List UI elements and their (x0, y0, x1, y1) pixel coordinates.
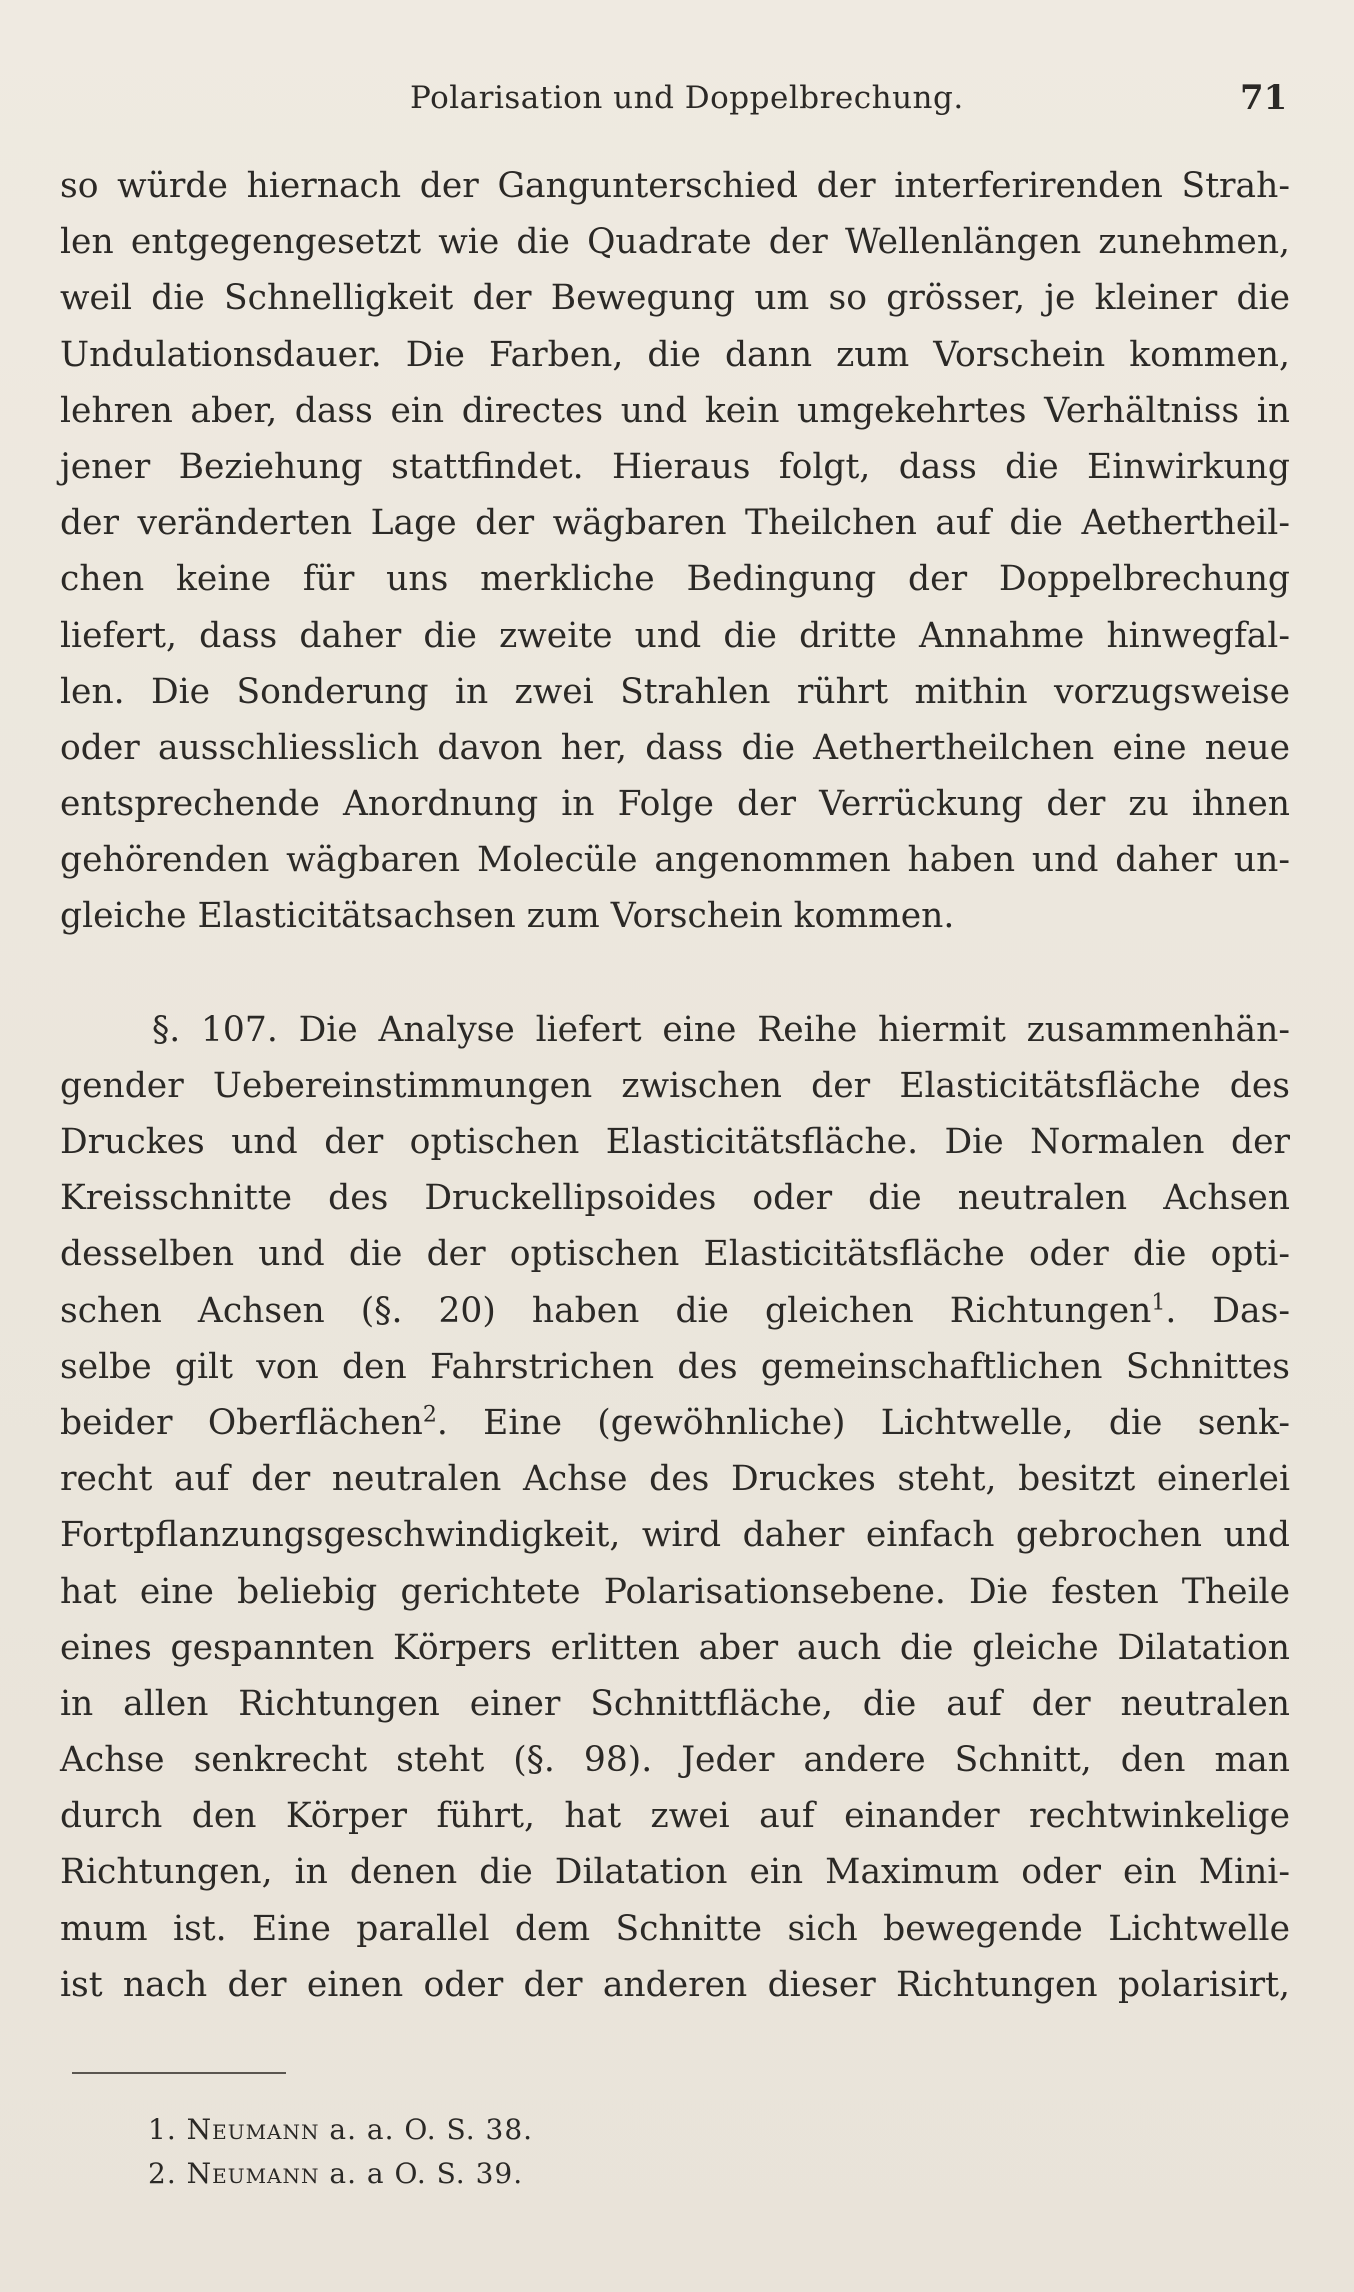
text-line: liefert, dass daher die zweite und die dritte Annahme hinwegfal- (60, 615, 1290, 656)
footnotes (148, 2108, 948, 2196)
text-line: jener Beziehung stattfindet. Hieraus folgt, dass die Einwirkung (60, 446, 1290, 487)
text-line: ist nach der einen oder der anderen dieser Richtungen polarisirt, (60, 1964, 1290, 2005)
text-line: oder ausschliesslich davon her, dass die Aethertheilchen eine neue (60, 727, 1290, 768)
footnote-reference: a. a. O. S. 38. (329, 2113, 534, 2146)
text-line: recht auf der neutralen Achse des Druckes steht, besitzt einerlei (60, 1459, 1290, 1500)
text-line: mum ist. Eine parallel dem Schnitte sich bewegende Lichtwelle (60, 1908, 1290, 1949)
footnote-2 (148, 2152, 948, 2196)
text-segment: beider Oberflächen (60, 1402, 423, 1443)
text-line: selbe gilt von den Fahrstrichen des gemeinschaftlichen Schnittes (60, 1346, 1290, 1387)
text-line: Druckes und der optischen Elasticitätsfläche. Die Normalen der (60, 1122, 1290, 1162)
footnote-marker: 1 (1151, 1290, 1166, 1316)
page-number: 71 (1240, 78, 1288, 118)
text-line: lehren aber, dass ein directes und kein umgekehrtes Verhältniss in (60, 390, 1290, 431)
text-segment: . Eine (gewöhnliche) Lichtwelle, die senk- (436, 1402, 1290, 1443)
text-segment: schen Achsen (§. 20) haben die gleichen Richtungen (60, 1290, 1152, 1331)
text-line: Fortpflanzungsgeschwindigkeit, wird daher einfach gebrochen und (60, 1515, 1290, 1556)
paragraph-gap (60, 945, 1290, 1002)
text-line: hat eine beliebig gerichtete Polarisationsebene. Die festen Theile (60, 1571, 1290, 1612)
text-line-with-footnote (60, 1395, 1290, 1451)
footnote-1 (148, 2108, 948, 2152)
text-line: Undulationsdauer. Die Farben, die dann zum Vorschein kommen, (60, 334, 1290, 375)
text-line-with-footnote (60, 1283, 1290, 1339)
text-line: weil die Schnelligkeit der Bewegung um so grösser, je kleiner die (60, 278, 1290, 319)
body-text (60, 158, 1290, 2013)
footnote-marker: 2 (422, 1402, 437, 1428)
footnote-author: Neumann (186, 2113, 320, 2146)
text-line: §. 107. Die Analyse liefert eine Reihe hiermit zusammenhän- (152, 1009, 1290, 1050)
text-line: len entgegengesetzt wie die Quadrate der Wellenlängen zunehmen, (60, 222, 1290, 263)
running-title: Polarisation und Doppelbrechung. (410, 80, 964, 116)
text-line: eines gespannten Körpers erlitten aber auch die gleiche Dilatation (60, 1627, 1290, 1668)
text-line: durch den Körper führt, hat zwei auf einander rechtwinkelige (60, 1796, 1290, 1837)
running-head (60, 72, 1290, 132)
text-line: desselben und die der optischen Elasticitätsfläche oder die opti- (60, 1234, 1290, 1275)
text-line: der veränderten Lage der wägbaren Theilchen auf die Aethertheil- (60, 503, 1290, 544)
footnote-reference: a. a O. S. 39. (329, 2157, 524, 2190)
footnote-rule (72, 2072, 286, 2074)
text-line: len. Die Sonderung in zwei Strahlen rührt mithin vorzugsweise (60, 671, 1290, 712)
footnote-number: 1. (148, 2113, 177, 2146)
footnote-number: 2. (148, 2157, 177, 2190)
text-line: Richtungen, in denen die Dilatation ein Maximum oder ein Mini- (60, 1852, 1290, 1893)
footnote-author: Neumann (186, 2157, 320, 2190)
text-line: in allen Richtungen einer Schnittfläche, die auf der neutralen (60, 1683, 1290, 1724)
text-segment: . Das- (1165, 1290, 1290, 1331)
text-line: Kreisschnitte des Druckellipsoides oder die neutralen Achsen (60, 1178, 1290, 1219)
text-line: gleiche Elasticitätsachsen zum Vorschein kommen. (60, 896, 955, 937)
text-line: chen keine für uns merkliche Bedingung der Doppelbrechung (60, 559, 1290, 600)
text-line: gender Uebereinstimmungen zwischen der Elasticitätsfläche des (60, 1065, 1290, 1106)
text-line: entsprechende Anordnung in Folge der Verrückung der zu ihnen (60, 784, 1290, 825)
text-line: so würde hiernach der Gangunterschied der interferirenden Strah- (60, 166, 1290, 206)
text-line: Achse senkrecht steht (§. 98). Jeder andere Schnitt, den man (60, 1740, 1290, 1781)
text-line: gehörenden wägbaren Molecüle angenommen haben und daher un- (60, 840, 1290, 881)
